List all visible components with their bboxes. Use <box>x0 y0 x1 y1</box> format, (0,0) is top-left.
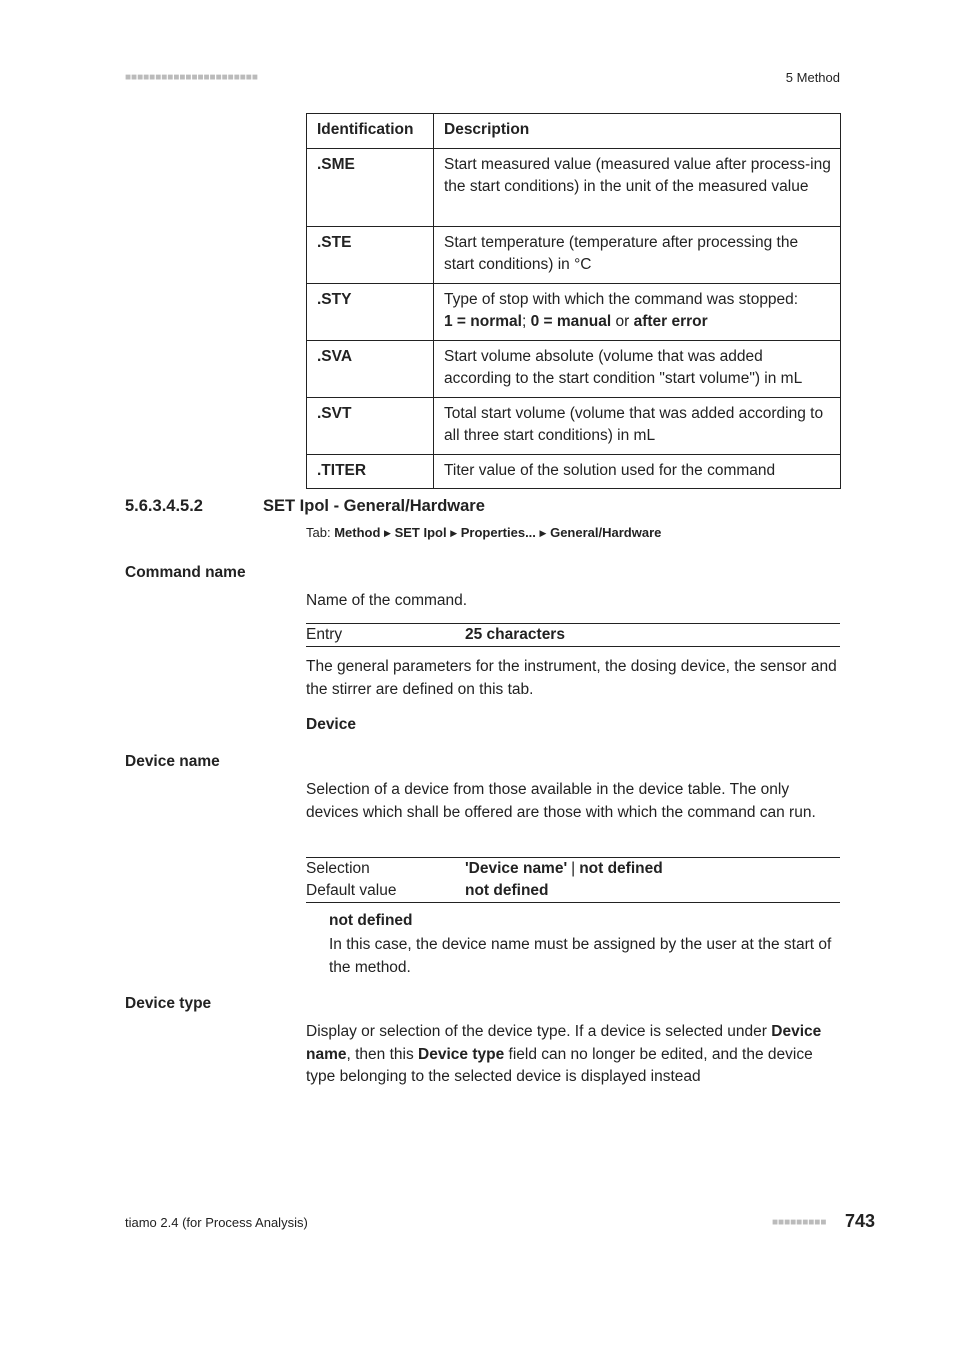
default-row <box>306 880 840 902</box>
arrow-right-icon: ▶ <box>450 528 458 538</box>
row-description: Start volume absolute (volume that was added according to the start condition "start volume") in mL <box>434 340 841 397</box>
arrow-right-icon: ▶ <box>384 528 391 538</box>
device-name-text: Selection of a device from those available in the device table. The only devices which shall be offered are those with which the command can run. <box>306 781 816 821</box>
row-identification: .SVT <box>307 397 434 454</box>
row-description: Start temperature (temperature after processing the start conditions) in °C <box>434 226 841 283</box>
note-title: not defined <box>329 912 413 929</box>
description-bold: after error <box>633 313 708 330</box>
page-number: 743 <box>845 1211 876 1231</box>
row-description: Start measured value (measured value after process-ing the start conditions) in the unit of the measured value <box>434 148 841 226</box>
device-subheading: Device <box>306 716 356 733</box>
selection-option: 'Device name' <box>465 860 568 877</box>
entry-key: Entry <box>306 626 343 643</box>
header-decoration: ■■■■■■■■■■■■■■■■■■■■■■ <box>125 72 258 83</box>
table-header-row <box>307 114 841 149</box>
footer-product: tiamo 2.4 (for Process Analysis) <box>125 1215 308 1230</box>
arrow-right-icon: ▶ <box>539 528 547 538</box>
tab-path-item: Properties... <box>460 525 536 540</box>
default-value: not defined <box>465 882 549 899</box>
selection-key: Selection <box>306 860 370 877</box>
row-identification: .TITER <box>307 454 434 489</box>
table-row <box>307 148 841 226</box>
device-type-text <box>306 1021 841 1089</box>
selection-value <box>465 858 663 880</box>
device-type-text-part: , then this <box>346 1045 414 1063</box>
description-bold: 0 = manual <box>530 313 612 330</box>
command-name-text: Name of the command. <box>306 592 468 609</box>
tab-path-item: General/Hardware <box>550 525 662 540</box>
selection-row <box>306 858 840 880</box>
device-type-text-part: Display or selection of the device type. If a device is selected under <box>306 1023 767 1040</box>
section-number: 5.6.3.4.5.2 <box>125 497 203 515</box>
section-title: SET Ipol - General/Hardware <box>263 497 485 515</box>
entry-row <box>306 624 840 646</box>
device-type-text-part: field can no longer be edited, and the device type belonging to the selected device is displayed instead <box>306 1045 813 1085</box>
row-description: Titer value of the solution used for the command <box>434 454 841 489</box>
row-identification: .SME <box>307 148 434 226</box>
description-text: or <box>615 313 630 330</box>
chapter-label: 5 Method <box>785 70 840 85</box>
tab-path-item: Method <box>334 525 381 540</box>
identification-table <box>306 113 841 489</box>
row-description: Total start volume (volume that was added according to all three start conditions) in mL <box>434 397 841 454</box>
description-bold: 1 = normal <box>444 313 522 330</box>
tab-path-item: SET Ipol <box>394 525 447 540</box>
table-row <box>307 340 841 397</box>
table-row <box>307 283 841 340</box>
footer-decoration: ■■■■■■■■■ <box>772 1217 827 1228</box>
device-type-bold: Device name <box>306 1023 822 1063</box>
row-description <box>434 283 841 340</box>
row-identification: .STE <box>307 226 434 283</box>
device-type-bold: Device type <box>418 1045 505 1063</box>
table-row <box>307 397 841 454</box>
row-identification: .SVA <box>307 340 434 397</box>
entry-table <box>306 623 840 647</box>
tab-prefix: Tab: <box>306 525 331 540</box>
table-row <box>307 226 841 283</box>
command-name-label: Command name <box>125 564 246 581</box>
tab-path <box>306 525 661 540</box>
device-name-table <box>306 857 840 903</box>
entry-value: 25 characters <box>465 626 565 643</box>
column-header-description: Description <box>434 114 841 149</box>
selection-separator: | <box>571 860 576 877</box>
description-text: ; <box>521 313 527 330</box>
description-text: Type of stop with which the command was stopped: <box>444 290 799 308</box>
general-parameters-text: The general parameters for the instrument, the dosing device, the sensor and the stirrer are defined on this tab. <box>306 658 837 698</box>
device-name-label: Device name <box>125 753 220 770</box>
table-row <box>307 454 841 489</box>
row-identification: .STY <box>307 283 434 340</box>
note-body: In this case, the device name must be assigned by the user at the start of the method. <box>329 936 832 976</box>
selection-option: not defined <box>579 860 663 877</box>
default-key: Default value <box>306 882 397 899</box>
device-type-label: Device type <box>125 995 212 1012</box>
column-header-identification: Identification <box>307 114 434 149</box>
